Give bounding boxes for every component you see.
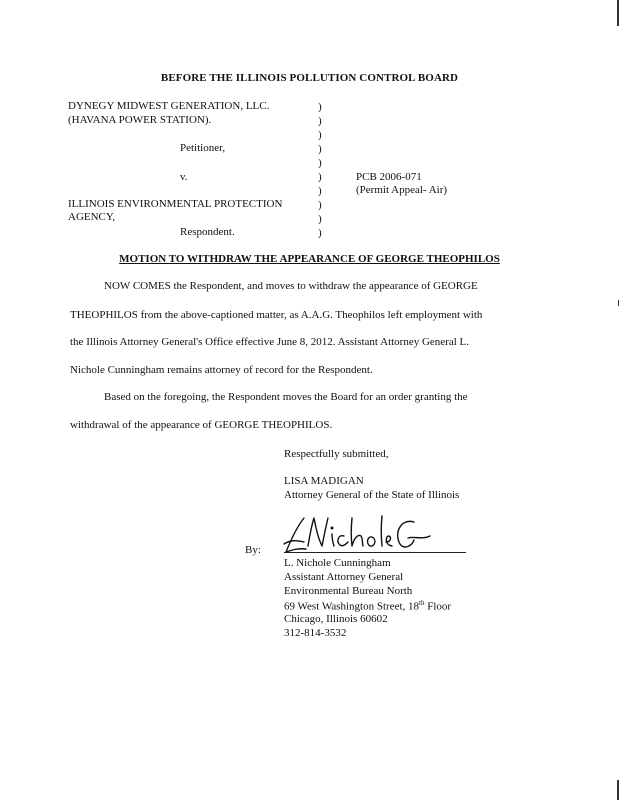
paragraph-line: Nichole Cunningham remains attorney of record for the Respondent. <box>70 364 373 376</box>
signature-line <box>284 552 466 553</box>
street-superscript: th <box>419 599 425 607</box>
paragraph-line: THEOPHILOS from the above-captioned matter, as A.A.G. Theophilos left employment with <box>70 309 483 321</box>
caption-paren: ) <box>318 129 322 141</box>
case-number: PCB 2006-071 <box>356 171 422 183</box>
closing-text: Respectfully submitted, <box>284 448 389 460</box>
paragraph-line: Based on the foregoing, the Respondent moves the Board for an order granting the <box>104 391 468 403</box>
paragraph-line: the Illinois Attorney General's Office effective June 8, 2012. Assistant Attorney General L. <box>70 336 470 348</box>
by-label: By: <box>245 544 261 556</box>
signer-title: Assistant Attorney General <box>284 571 404 583</box>
street-floor: Floor <box>424 600 452 613</box>
street-text: 69 West Washington Street, 18 <box>284 600 420 613</box>
caption-paren: ) <box>318 227 322 239</box>
caption-paren: ) <box>318 213 322 225</box>
caption-paren: ) <box>318 185 322 197</box>
caption-paren: ) <box>318 115 322 127</box>
caption-paren: ) <box>318 101 322 113</box>
versus-label: v. <box>180 171 188 183</box>
board-title: BEFORE THE ILLINOIS POLLUTION CONTROL BOARD <box>160 72 459 84</box>
bureau-name: Environmental Bureau North <box>284 585 413 597</box>
respondent-name-line2: AGENCY, <box>68 211 116 223</box>
phone-number: 312-814-3532 <box>284 627 347 639</box>
street-address <box>284 599 451 613</box>
city-address: Chicago, Illinois 60602 <box>284 613 388 625</box>
respondent-name-line1: ILLINOIS ENVIRONMENTAL PROTECTION <box>68 198 283 210</box>
petitioner-name-line1: DYNEGY MIDWEST GENERATION, LLC. <box>68 100 270 112</box>
attorney-general-name: LISA MADIGAN <box>284 475 364 487</box>
caption-paren: ) <box>318 157 322 169</box>
caption-paren: ) <box>318 171 322 183</box>
attorney-general-title: Attorney General of the State of Illinois <box>284 489 460 501</box>
motion-title: MOTION TO WITHDRAW THE APPEARANCE OF GEORGE THEOPHILOS <box>119 253 500 265</box>
caption-paren: ) <box>318 199 322 211</box>
petitioner-role: Petitioner, <box>180 142 226 154</box>
paragraph-line: withdrawal of the appearance of GEORGE THEOPHILOS. <box>70 419 333 431</box>
caption-paren: ) <box>318 143 322 155</box>
respondent-role: Respondent. <box>180 226 235 238</box>
signer-name: L. Nichole Cunningham <box>284 557 391 569</box>
petitioner-name-line2: (HAVANA POWER STATION). <box>68 114 212 126</box>
paragraph-line: NOW COMES the Respondent, and moves to withdraw the appearance of GEORGE <box>104 280 478 292</box>
case-type: (Permit Appeal- Air) <box>356 184 448 196</box>
